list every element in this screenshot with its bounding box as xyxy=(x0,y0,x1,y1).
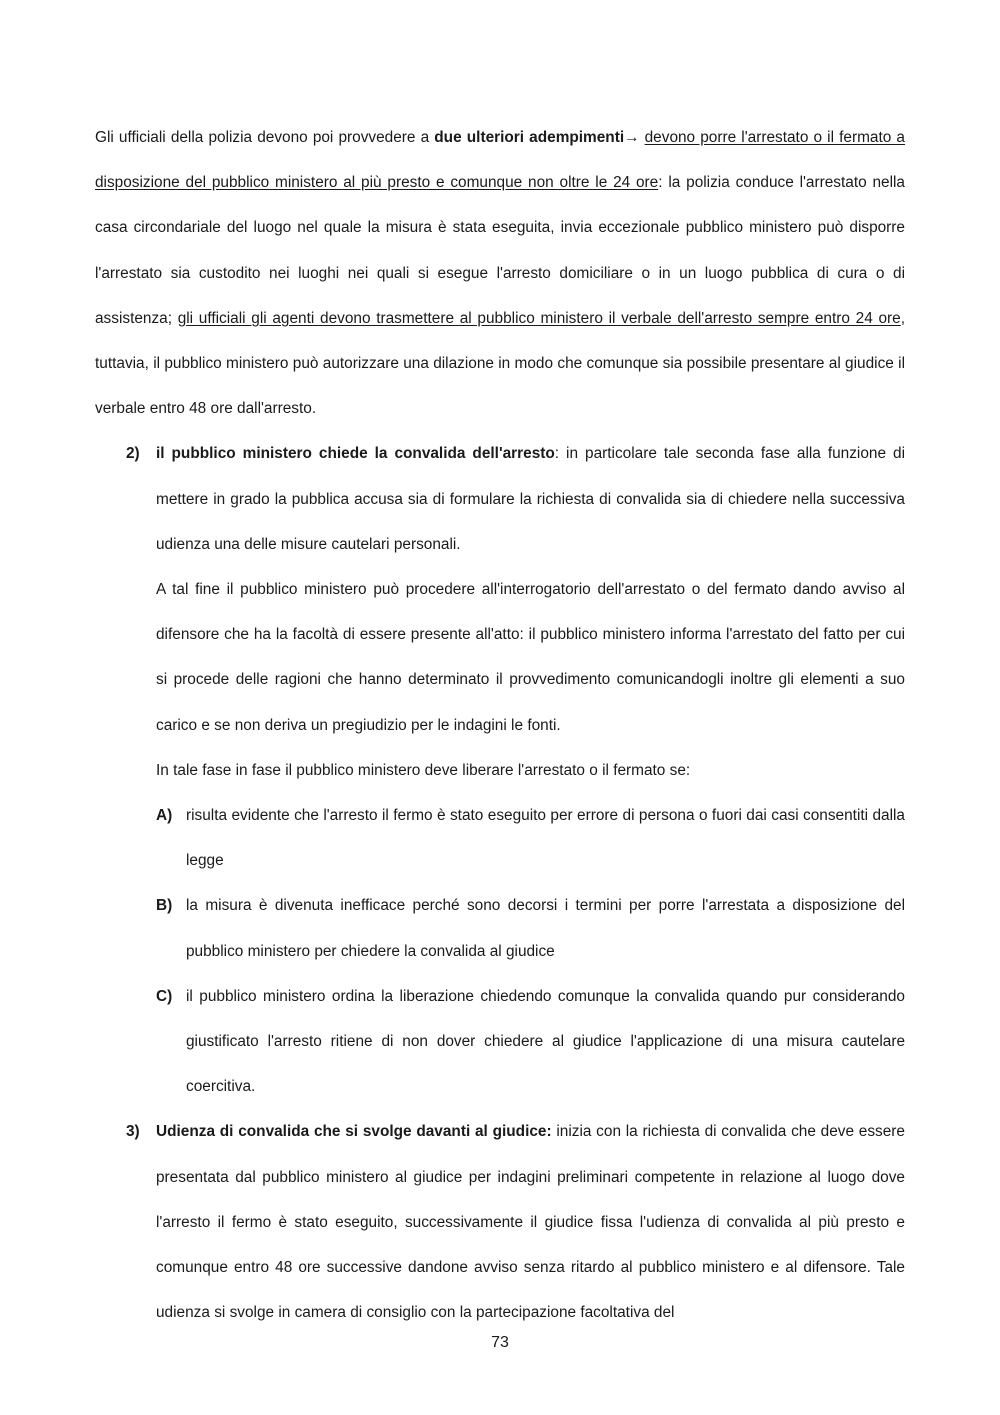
intro-text-3: , tuttavia, il pubblico ministero può autorizzare una dilazione in modo che comunque sia possibile presentare al giudice il verbale entro 48 ore dall'arresto. xyxy=(95,309,905,418)
sub-item-b-label: B) xyxy=(156,897,173,915)
intro-underlined-2: gli ufficiali gli agenti devono trasmettere al pubblico ministero il verbale dell'arresto sempre entro 24 ore xyxy=(177,309,901,327)
page-number: 73 xyxy=(491,1334,509,1351)
sub-item-c-label: C) xyxy=(156,987,173,1005)
sub-item-c xyxy=(95,974,905,1110)
arrow-icon: → xyxy=(624,129,640,146)
list-item-3 xyxy=(95,1109,905,1335)
list-item-3-number: 3) xyxy=(126,1123,140,1141)
sub-item-a-text: risulta evidente che l'arresto il fermo è stato eseguito per errore di persona o fuori dai casi consentiti dalla legge xyxy=(186,807,905,870)
list-item-2-text: : in particolare tale seconda fase alla funzione di mettere in grado la pubblica accusa sia di formulare la richiesta di convalida sia di chiedere nella successiva udienza una delle misure cautelari personali. xyxy=(156,445,905,553)
list-item-3-text: inizia con la richiesta di convalida che deve essere presentata dal pubblico ministero al giudice per indagini preliminari competente in relazione al luogo dove l'arresto il fermo è stato eseguito, successivamente il giudice fissa l'udienza di convalida al più presto e comunque entro 48 ore successive dandone avviso senza ritardo al pubblico ministero e al difensore. Tale udienza si svolge in camera di consiglio con la partecipazione facoltativa del xyxy=(156,1123,905,1322)
document-body xyxy=(95,115,905,1335)
sub-item-a-label: A) xyxy=(156,807,173,825)
list-item-2-paragraph-3: In tale fase in fase il pubblico ministero deve liberare l'arrestato o il fermato se: xyxy=(156,761,691,779)
list-item-2-paragraph-2: A tal fine il pubblico ministero può procedere all'interrogatorio dell'arrestato o del fermato dando avviso al difensore che ha la facoltà di essere presente all'atto: il pubblico ministero informa l'arrestato del fatto per cui si procede delle ragioni che hanno determinato il provvedimento comunicandogli inoltre gli elementi a suo carico e se non deriva un pregiudizio per le indagini le fonti. xyxy=(156,581,905,734)
list-item-2-title: il pubblico ministero chiede la convalida dell'arresto xyxy=(156,445,555,463)
list-item-2-number: 2) xyxy=(126,445,140,463)
sub-item-a xyxy=(95,793,905,883)
intro-text-1: Gli ufficiali della polizia devono poi provvedere a xyxy=(95,129,435,146)
sub-item-b-text: la misura è divenuta inefficace perché sono decorsi i termini per porre l'arrestata a disposizione del pubblico ministero per chiedere la convalida al giudice xyxy=(186,897,905,960)
intro-bold-phrase: due ulteriori adempimenti xyxy=(434,129,625,146)
list-item-3-title: Udienza di convalida che si svolge davanti al giudice: xyxy=(156,1123,552,1141)
list-item-2 xyxy=(95,431,905,567)
sub-item-b xyxy=(95,883,905,973)
intro-paragraph xyxy=(95,115,905,431)
sub-item-c-text: il pubblico ministero ordina la liberazione chiedendo comunque la convalida quando pur considerando giustificato l'arresto ritiene di non dover chiedere al giudice l'applicazione di una misura cautelare coercitiva. xyxy=(186,987,905,1096)
intro-underlined-1: devono porre l'arrestato o il fermato a disposizione del pubblico ministero al più presto e comunque non oltre le 24 ore xyxy=(95,129,905,192)
intro-text-2: : la polizia conduce l'arrestato nella casa circondariale del luogo nel quale la misura è stata eseguita, invia eccezionale pubblico ministero può disporre l'arrestato sia custodito nei luoghi nei quali si esegue l'arresto domiciliare o in un luogo pubblica di cura o di assistenza; xyxy=(95,174,905,327)
